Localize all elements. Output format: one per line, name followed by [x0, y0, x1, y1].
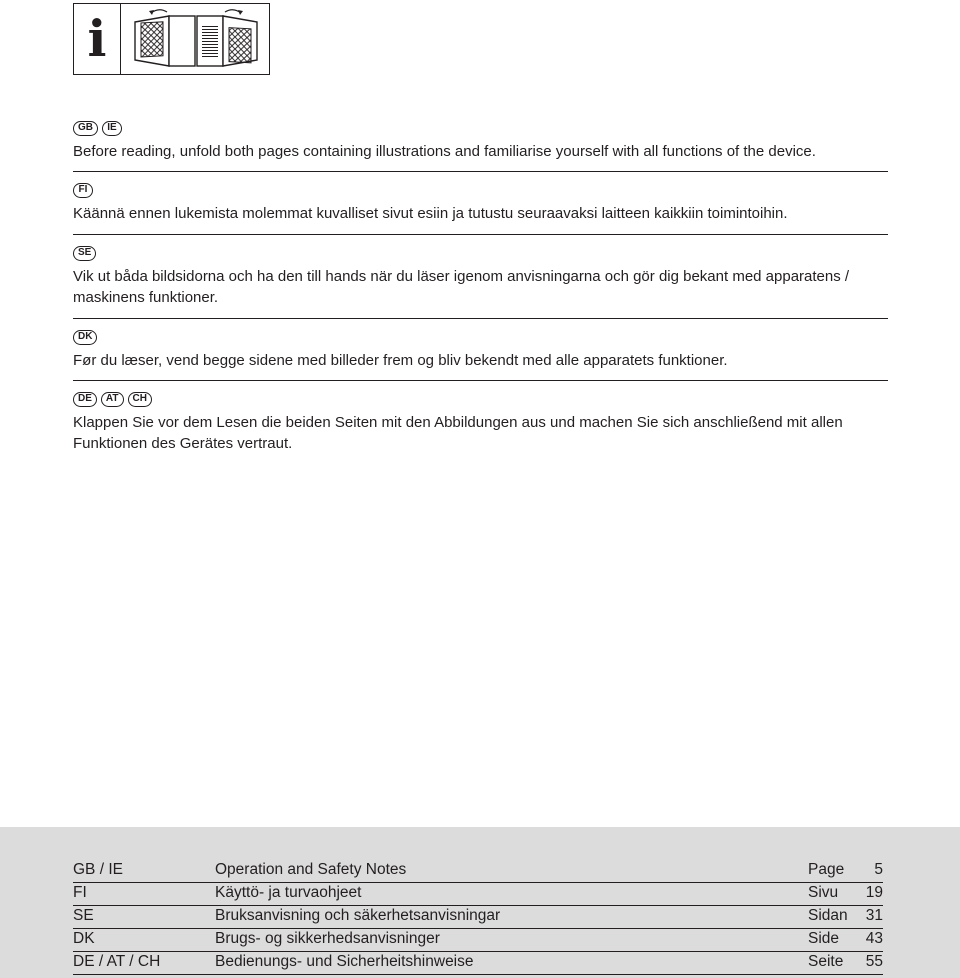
- badge-fi: FI: [73, 183, 93, 198]
- divider: [73, 380, 888, 381]
- language-badges: [73, 244, 888, 262]
- toc-title: Bruksanvisning och säkerhetsanvisningar: [215, 907, 501, 924]
- toc-row[interactable]: [73, 905, 883, 929]
- toc-title: Operation and Safety Notes: [215, 861, 407, 878]
- toc-page-number: 31: [865, 907, 883, 924]
- language-badges: [73, 119, 888, 137]
- badge-de: DE: [73, 392, 97, 407]
- badge-ch: CH: [128, 392, 152, 407]
- language-badges: [73, 328, 888, 346]
- toc-page-label: Side: [808, 930, 840, 947]
- badge-dk: DK: [73, 330, 97, 345]
- toc-page-label: Sidan: [808, 907, 848, 924]
- divider: [73, 171, 888, 172]
- badge-se: SE: [73, 246, 96, 261]
- divider: [73, 234, 888, 235]
- toc-language: GB / IE: [73, 861, 123, 878]
- toc-title: Brugs- og sikkerhedsanvisninger: [215, 930, 440, 947]
- toc-row[interactable]: [73, 951, 883, 975]
- toc-row[interactable]: [73, 928, 883, 952]
- table-of-contents: [0, 827, 960, 978]
- toc-page-label: Seite: [808, 953, 844, 970]
- section-fi: [73, 181, 888, 224]
- language-badges: [73, 390, 888, 408]
- info-box: [73, 3, 270, 75]
- toc-language: DK: [73, 930, 95, 947]
- toc-page-number: 43: [865, 930, 883, 947]
- section-gb-ie: [73, 119, 888, 162]
- language-badges: [73, 181, 888, 199]
- section-de-at-ch: [73, 390, 888, 454]
- toc-row[interactable]: [73, 859, 883, 883]
- info-icon: [74, 4, 121, 74]
- info-letter: i: [87, 9, 107, 68]
- badge-gb: GB: [73, 121, 98, 136]
- instruction-text-dk: Før du læser, vend begge sidene med billeder frem og bliv bekendt med alle apparatets funktioner.: [73, 352, 728, 369]
- badge-ie: IE: [102, 121, 122, 136]
- toc-title: Käyttö- ja turvaohjeet: [215, 884, 362, 901]
- fold-out-pages-icon: [121, 4, 269, 74]
- toc-language: DE / AT / CH: [73, 953, 161, 970]
- toc-language: FI: [73, 884, 87, 901]
- toc-page-number: 19: [865, 884, 883, 901]
- toc-row[interactable]: [73, 882, 883, 906]
- toc-language: SE: [73, 907, 94, 924]
- badge-at: AT: [101, 392, 124, 407]
- toc-title: Bedienungs- und Sicherheitshinweise: [215, 953, 474, 970]
- divider: [73, 318, 888, 319]
- toc-page-number: 55: [865, 953, 883, 970]
- section-se: [73, 244, 888, 308]
- toc-page-label: Page: [808, 861, 845, 878]
- section-dk: [73, 328, 888, 371]
- toc-page-number: 5: [874, 861, 883, 878]
- instruction-text-fi: Käännä ennen lukemista molemmat kuvalliset sivut esiin ja tutustu seuraavaksi laitteen kaikkiin toimintoihin.: [73, 205, 788, 222]
- instruction-text-se: Vik ut båda bildsidorna och ha den till hands när du läser igenom anvisningarna och gör dig bekant med apparatens / maskinens funktioner.: [73, 268, 850, 306]
- instruction-text-de-at-ch: Klappen Sie vor dem Lesen die beiden Seiten mit den Abbildungen aus und machen Sie sich anschließend mit allen Funktionen des Gerätes vertraut.: [73, 414, 843, 452]
- instruction-text-gb-ie: Before reading, unfold both pages containing illustrations and familiarise yourself with all functions of the device.: [73, 143, 816, 160]
- toc-page-label: Sivu: [808, 884, 839, 901]
